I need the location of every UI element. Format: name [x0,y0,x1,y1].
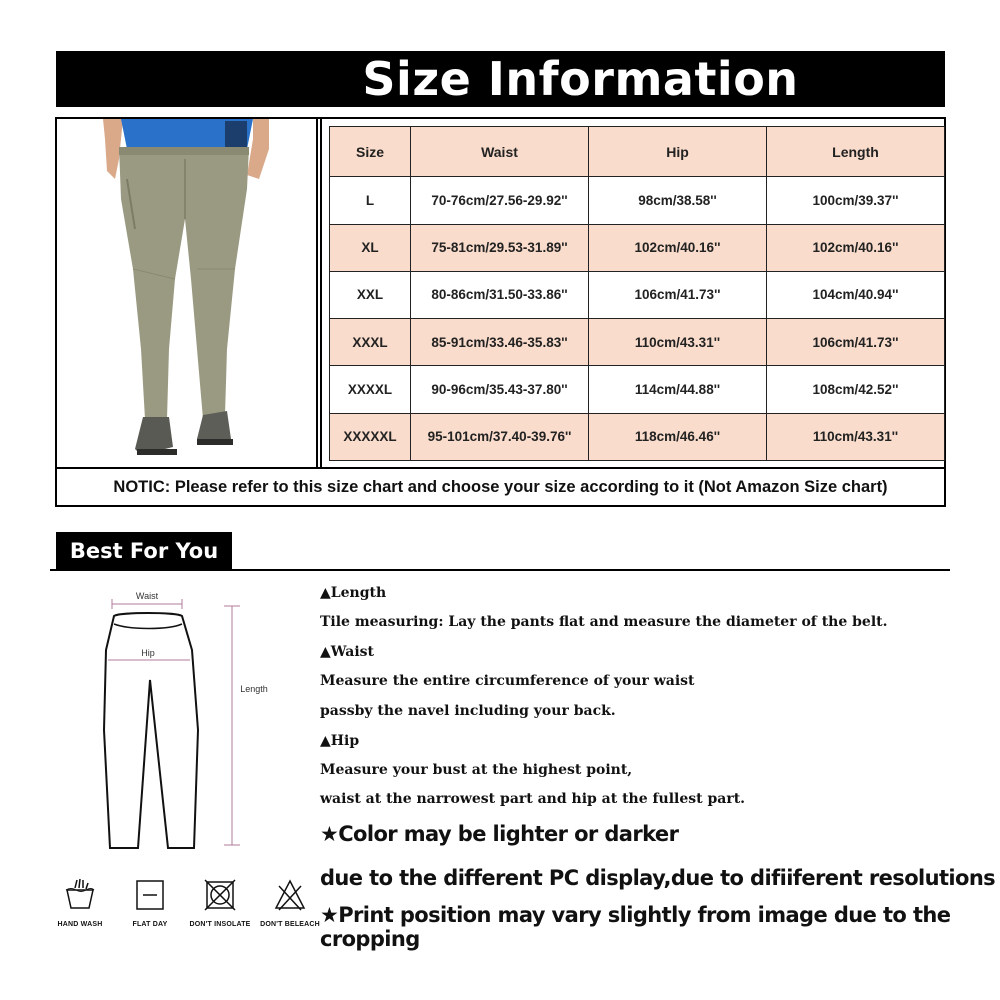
hip-text-2: waist at the narrowest part and hip at the fullest part. [320,791,746,807]
cell-waist: 70-76cm/27.56-29.92'' [411,177,589,224]
waist-text-2: passby the navel including your back. [320,703,616,719]
model-photo [57,119,318,467]
care-do-not-bleach [255,878,325,928]
cell-size: XXXXL [330,366,411,413]
care-do-not-tumble [185,878,255,928]
cell-size: XXXXXL [330,413,411,460]
model-pants-illustration [57,119,316,467]
hip-text-1: Measure your bust at the highest point, [320,762,633,778]
cell-waist: 95-101cm/37.40-39.76'' [411,413,589,460]
do-not-bleach-icon [273,878,307,912]
size-notice: NOTIC: Please refer to this size chart and choose your size according to it (Not Amazon Size chart) [57,467,944,505]
care-label: DON'T INSOLATE [189,921,251,928]
table-row [330,366,945,413]
color-note: ★Color may be lighter or darker [320,822,679,846]
cell-hip: 102cm/40.16'' [589,224,767,271]
care-hand-wash [45,878,115,928]
size-information-title: Size Information [56,51,945,107]
cell-waist: 80-86cm/31.50-33.86'' [411,271,589,318]
waist-heading: ▲Waist [320,644,375,660]
section-divider [50,569,950,571]
header-length: Length [767,127,945,177]
diagram-waist-label: Waist [135,591,159,601]
size-chart-box [55,117,946,507]
length-heading: ▲Length [320,585,387,601]
diagram-hip-label: Hip [141,648,155,658]
do-not-tumble-dry-icon [203,878,237,912]
table-row [330,413,945,460]
cell-waist: 90-96cm/35.43-37.80'' [411,366,589,413]
cell-size: XL [330,224,411,271]
size-table-cell [320,119,946,467]
table-row [330,224,945,271]
care-label: HAND WASH [57,921,103,928]
cell-waist: 75-81cm/29.53-31.89'' [411,224,589,271]
hand-wash-icon [63,878,97,912]
cell-hip: 114cm/44.88'' [589,366,767,413]
cell-length: 102cm/40.16'' [767,224,945,271]
table-header-row [330,127,945,177]
header-size: Size [330,127,411,177]
cell-length: 104cm/40.94'' [767,271,945,318]
diagram-length-label: Length [240,684,268,694]
cell-hip: 106cm/41.73'' [589,271,767,318]
cell-hip: 110cm/43.31'' [589,319,767,366]
table-row [330,319,945,366]
care-label: DON'T BELEACH [260,921,320,928]
cell-waist: 85-91cm/33.46-35.83'' [411,319,589,366]
print-position-note: ★Print position may vary slightly from image due to the cropping [320,903,951,951]
length-text: Tile measuring: Lay the pants flat and measure the diameter of the belt. [320,614,888,630]
table-row [330,177,945,224]
display-note: due to the different PC display,due to difiiferent resolutions [320,866,996,890]
hip-heading: ▲Hip [320,733,360,749]
best-for-you-heading: Best For You [56,532,232,570]
cell-length: 106cm/41.73'' [767,319,945,366]
waist-text-1: Measure the entire circumference of your waist [320,673,695,689]
table-row [330,271,945,318]
cell-length: 100cm/39.37'' [767,177,945,224]
cell-size: L [330,177,411,224]
cell-hip: 98cm/38.58'' [589,177,767,224]
cell-size: XXXL [330,319,411,366]
care-label: FLAT DAY [132,921,168,928]
cell-size: XXL [330,271,411,318]
header-waist: Waist [411,127,589,177]
header-hip: Hip [589,127,767,177]
cell-hip: 118cm/46.46'' [589,413,767,460]
cell-length: 108cm/42.52'' [767,366,945,413]
measurement-diagram [60,580,300,860]
size-table [329,126,945,461]
flat-dry-icon [133,878,167,912]
care-flat-dry [115,878,185,928]
cell-length: 110cm/43.31'' [767,413,945,460]
